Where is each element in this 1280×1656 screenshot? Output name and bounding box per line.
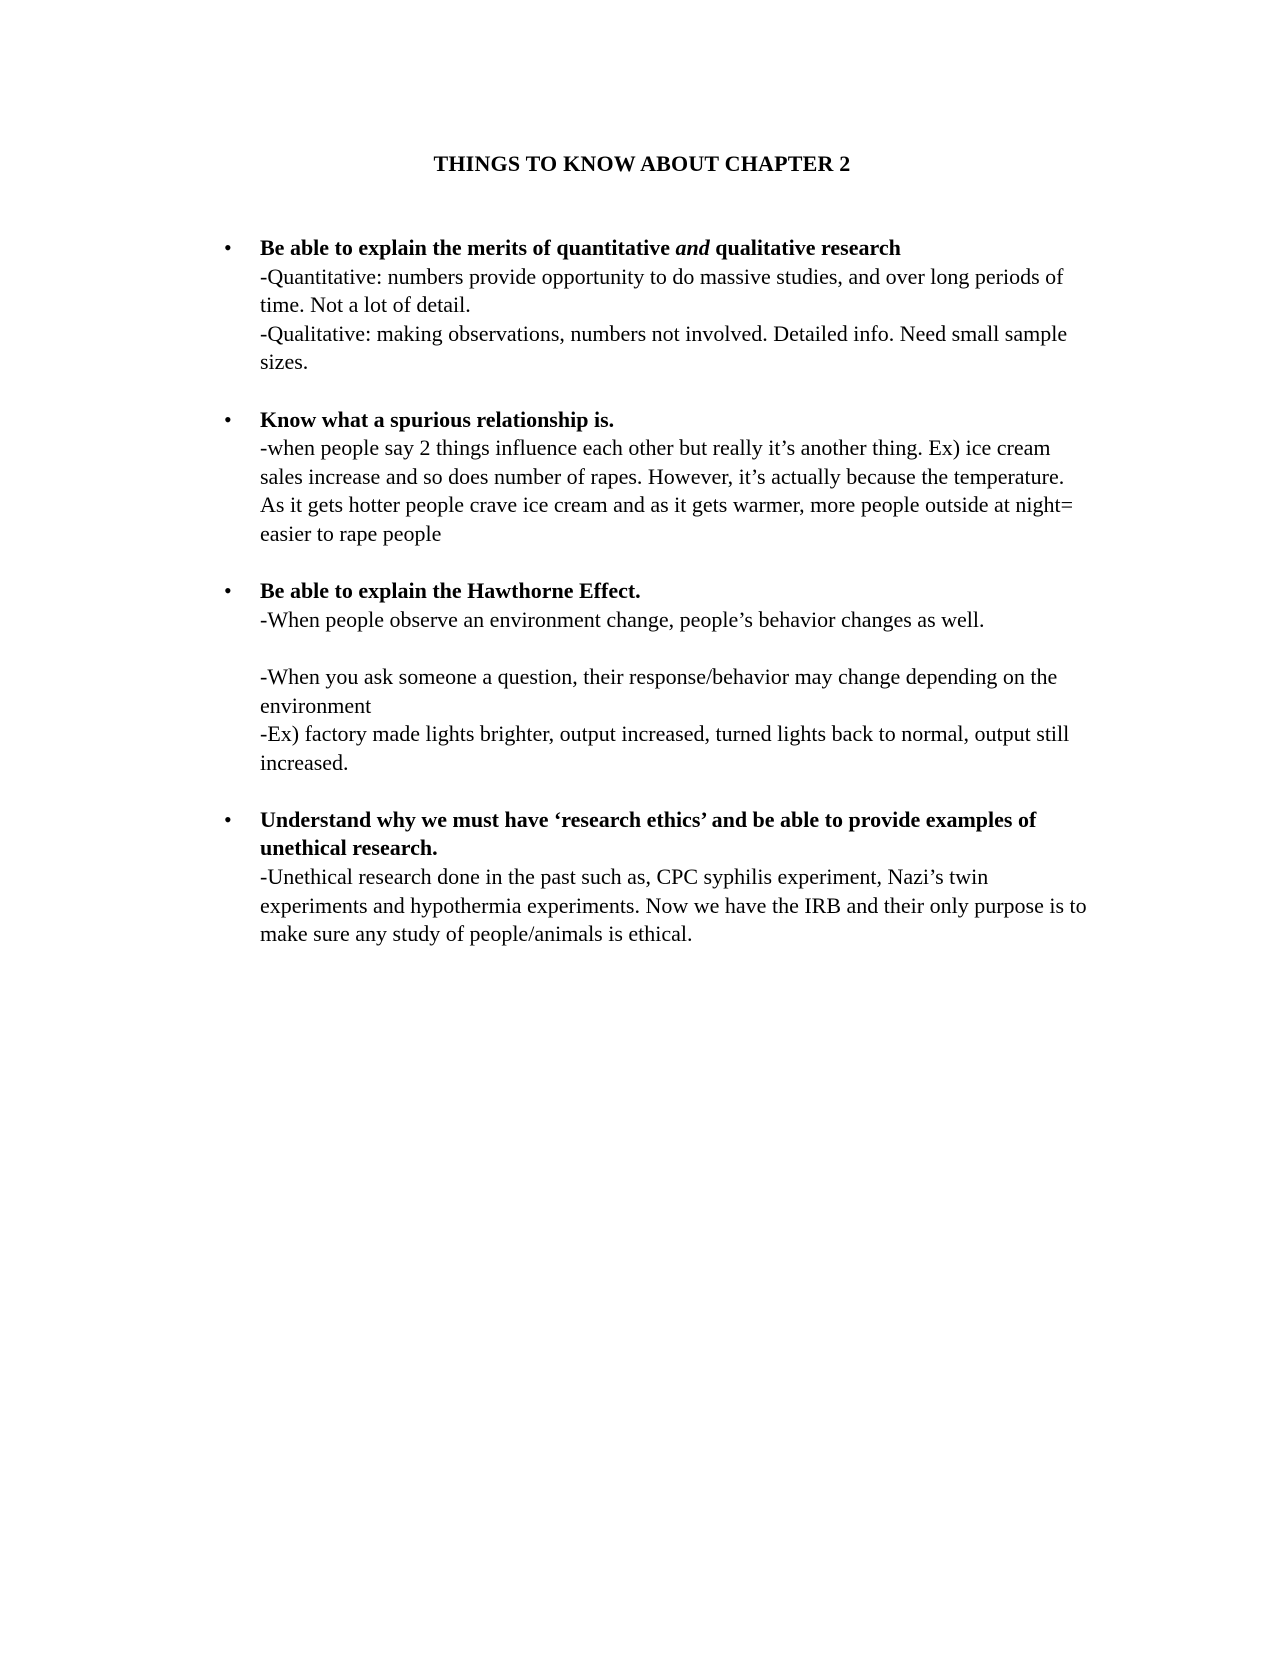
heading-text: Be able to explain the merits of quantitative [260,235,676,260]
list-item-quant-qual [224,234,1090,377]
list-item-spurious [224,406,1090,549]
item-paragraph: -Unethical research done in the past such as, CPC syphilis experiment, Nazi’s twin experiments and hypothermia experiments. Now we have the IRB and their only purpose is to make sure any study of people/animals is ethical. [260,864,1087,947]
list-item-hawthorne [224,577,1090,777]
heading-emphasis: and [675,235,710,260]
bullet-icon: • [224,235,232,260]
bullet-icon: • [224,406,232,432]
item-heading: Be able to explain the Hawthorne Effect. [260,578,641,604]
item-paragraph: -Ex) factory made lights brighter, output increased, turned lights back to normal, output still increased. [260,721,1070,775]
item-paragraph: -Quantitative: numbers provide opportunity to do massive studies, and over long periods of time. Not a lot of detail. [260,263,1064,318]
item-paragraph: -Qualitative: making observations, numbers not involved. Detailed info. Need small sample sizes. [260,320,1068,375]
bullet-list [224,234,1090,977]
item-paragraph: -When you ask someone a question, their response/behavior may change depending on the environment [260,663,1058,718]
item-paragraph: -When people observe an environment change, people’s behavior changes as well. [260,606,985,632]
item-heading: Know what a spurious relationship is. [260,406,615,432]
heading-text: qualitative research [709,235,901,260]
item-heading: Understand why we must have ‘research ethics’ and be able to provide examples of unethical research. [260,806,1037,861]
item-heading [260,234,1090,263]
bullet-icon: • [224,578,232,604]
bullet-icon: • [224,806,232,832]
page-title: THINGS TO KNOW ABOUT CHAPTER 2 [433,151,851,176]
item-paragraph: -when people say 2 things influence each other but really it’s another thing. Ex) ice cream sales increase and so does number of rapes. However, it’s actually because the temperature. As it gets hotter people crave ice cream and as it gets warmer, more people outside at night= easier to rape people [260,435,1074,546]
list-item-research-ethics [224,806,1090,949]
